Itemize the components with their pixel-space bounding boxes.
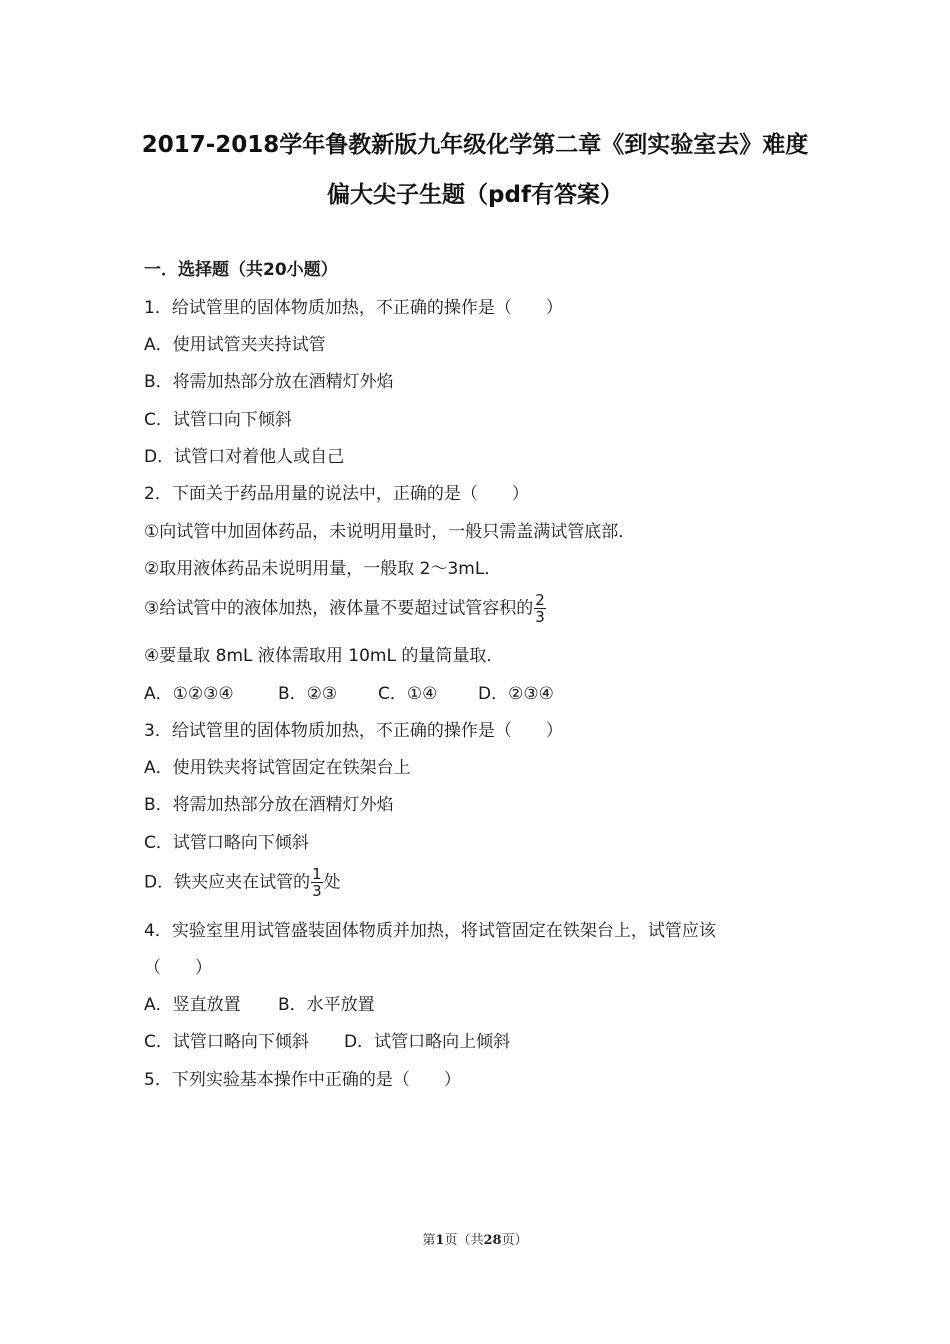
q4-option-a: A．竖直放置 <box>144 995 241 1015</box>
q3-option-d-text: D．铁夹应夹在试管的 <box>144 872 311 893</box>
q4-stem-paren: （ ） <box>144 958 212 978</box>
fraction-denominator: 3 <box>312 882 322 900</box>
q4-stem: 4．实验室里用试管盛装固体物质并加热，将试管固定在铁架台上，试管应该 <box>144 921 716 941</box>
fraction-one-third <box>311 866 323 899</box>
section-heading: 一．选择题（共20小题） <box>144 260 338 280</box>
fraction-denominator: 3 <box>535 608 545 626</box>
q2-statement-1: ①向试管中加固体药品，未说明用量时，一般只需盖满试管底部． <box>144 522 636 542</box>
q2-statement-4: ④要量取 8mL 液体需取用 10mL 的量筒量取． <box>144 646 504 666</box>
q3-option-b: B．将需加热部分放在酒精灯外焰 <box>144 795 394 815</box>
footer-page-number: 1 <box>435 1233 445 1248</box>
fraction-numerator: 2 <box>535 591 545 609</box>
q2-option-b: B．②③ <box>278 684 338 704</box>
q3-option-c: C．试管口略向下倾斜 <box>144 833 309 853</box>
page-footer <box>0 1229 950 1248</box>
footer-total-pages: 28 <box>483 1233 502 1248</box>
q2-statement-3-text: ③给试管中的液体加热，液体量不要超过试管容积的 <box>144 598 534 619</box>
fraction-numerator: 1 <box>312 865 322 883</box>
q2-option-a: A．①②③④ <box>144 684 234 704</box>
q4-options-row1 <box>144 994 375 1016</box>
footer-prefix: 第 <box>422 1233 436 1248</box>
footer-middle: 页（共 <box>444 1233 484 1248</box>
q2-statement-2: ②取用液体药品未说明用量，一般取 2～3mL． <box>144 559 502 579</box>
q1-stem: 1．给试管里的固体物质加热，不正确的操作是（ ） <box>144 298 563 318</box>
q2-option-d: D．②③④ <box>478 684 554 704</box>
q4-option-d: D．试管口略向上倾斜 <box>344 1032 511 1052</box>
q3-option-d-suffix: 处 <box>323 872 341 893</box>
q3-option-a: A．使用铁夹将试管固定在铁架台上 <box>144 758 411 778</box>
doc-title-line1: 2017-2018学年鲁教新版九年级化学第二章《到实验室去》难度 <box>141 132 809 158</box>
q2-statement-3 <box>144 592 547 625</box>
q4-option-c: C．试管口略向下倾斜 <box>144 1032 309 1052</box>
q1-option-a: A．使用试管夹夹持试管 <box>144 335 326 355</box>
fraction-two-thirds <box>534 592 546 625</box>
q1-option-c: C．试管口向下倾斜 <box>144 410 292 430</box>
q2-stem: 2．下面关于药品用量的说法中，正确的是（ ） <box>144 484 529 504</box>
q3-option-d <box>144 866 341 899</box>
q5-stem: 5．下列实验基本操作中正确的是（ ） <box>144 1070 461 1090</box>
footer-suffix: 页） <box>501 1233 528 1248</box>
doc-title-line2: 偏大尖子生题（pdf有答案） <box>327 182 623 208</box>
q2-options <box>144 683 554 705</box>
q4-option-b: B．水平放置 <box>278 995 375 1015</box>
q2-option-c: C．①④ <box>378 684 438 704</box>
q4-options-row2 <box>144 1031 510 1053</box>
q1-option-d: D．试管口对着他人或自己 <box>144 447 345 467</box>
q1-option-b: B．将需加热部分放在酒精灯外焰 <box>144 372 394 392</box>
q3-stem: 3．给试管里的固体物质加热，不正确的操作是（ ） <box>144 721 563 741</box>
